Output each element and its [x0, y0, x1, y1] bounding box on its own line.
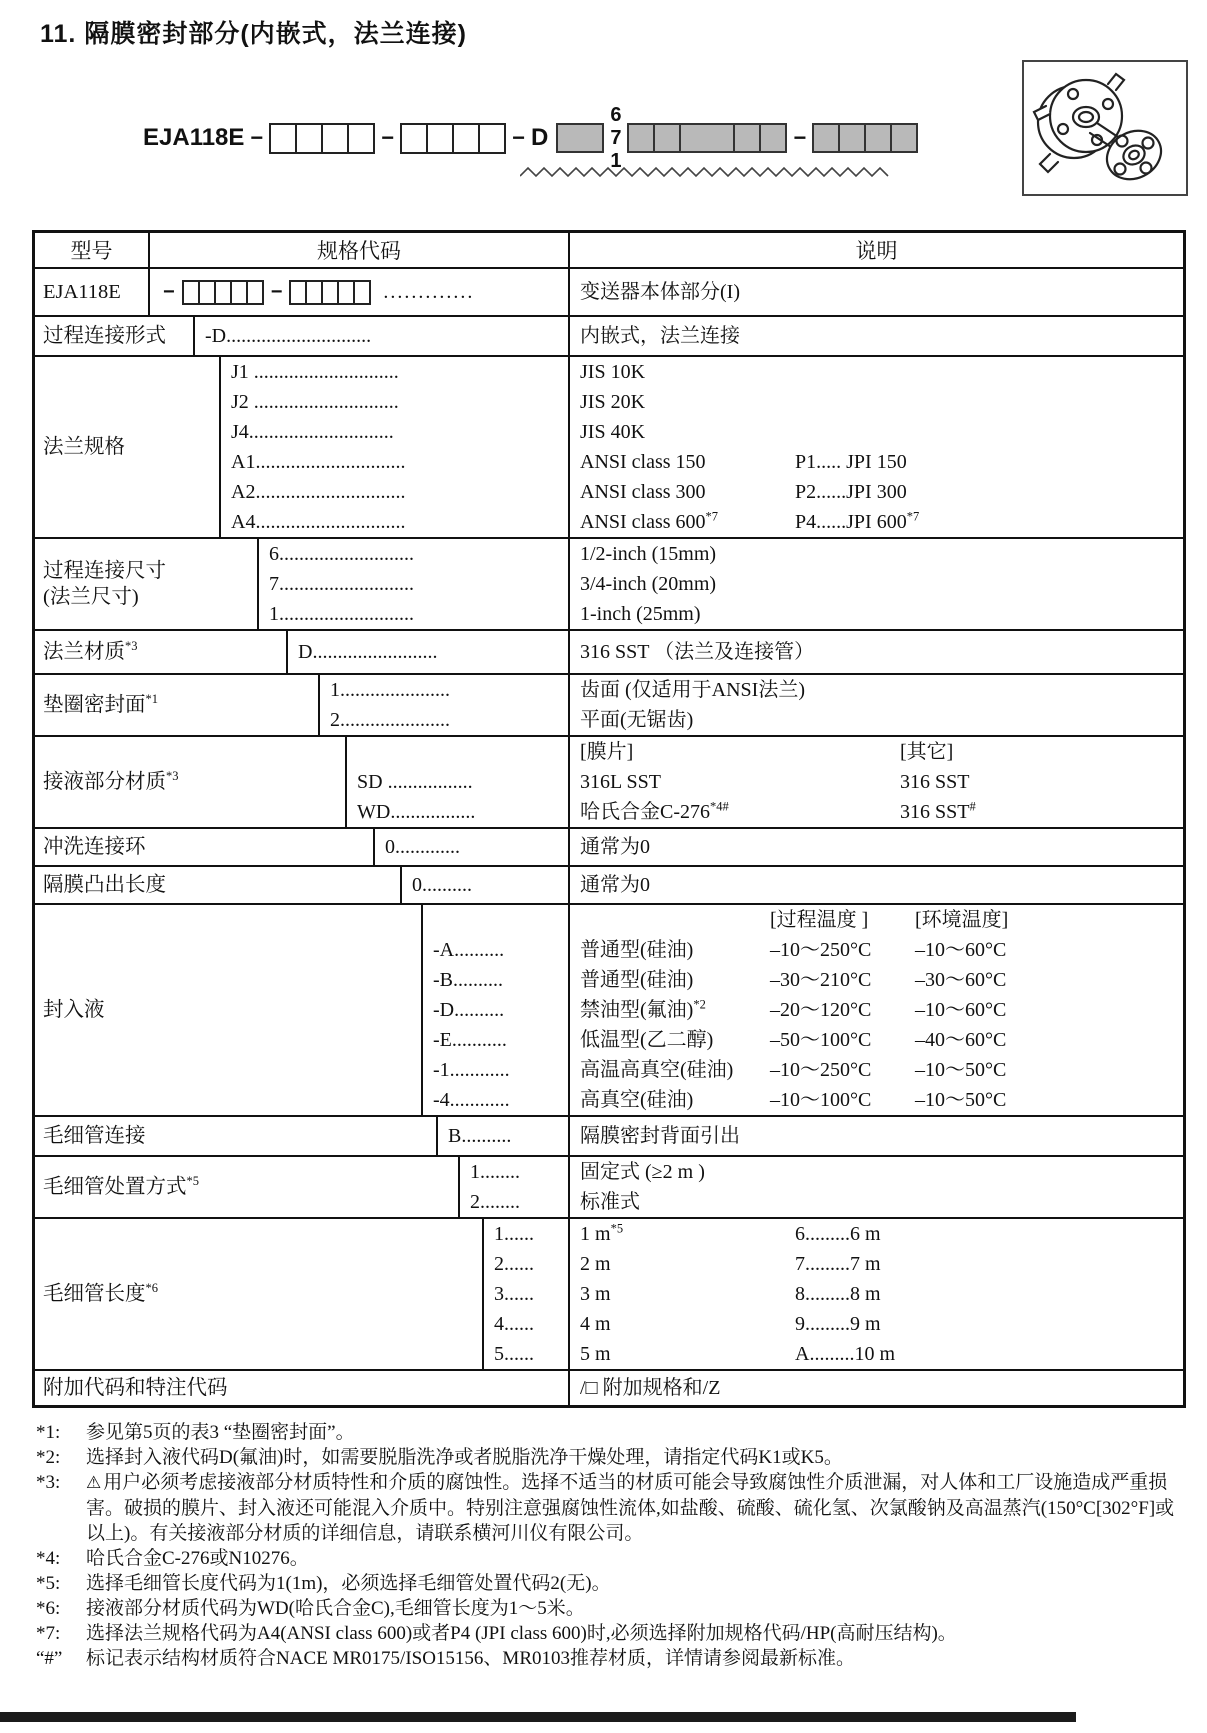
- footnote: [36, 1621, 1188, 1646]
- row-label-text: 毛细管长度$^{*6}$: [43, 1281, 158, 1305]
- desc-col: –10～250°C: [770, 939, 872, 961]
- code-line: 2......: [494, 1253, 534, 1275]
- model-code-prefix: EJA118E: [143, 124, 245, 151]
- row-label-text: 垫圈密封面$^{*1}$: [43, 692, 158, 716]
- footnote-text: 参见第5页的表3 “垫圈密封面”。: [86, 1422, 355, 1443]
- desc-col: 高真空(硅油): [580, 1089, 694, 1111]
- row-desc-cell: [568, 1157, 1183, 1217]
- model-code-diagram: [143, 104, 918, 172]
- footnote-text: 选择封入液代码D(氟油)时，如需要脱脂洗净或者脱脂洗净干燥处理，请指定代码K1或K5。: [86, 1447, 843, 1468]
- footnote: [36, 1546, 1188, 1571]
- row-label-text: 过程连接尺寸: [43, 560, 166, 582]
- footnote-label: “#”: [36, 1648, 63, 1669]
- desc-col: –10～100°C: [770, 1089, 872, 1111]
- wavy-line: [520, 165, 892, 179]
- row-label: [35, 269, 148, 315]
- desc-col: 高温高真空(硅油): [580, 1059, 734, 1081]
- desc-line: [570, 1249, 1183, 1279]
- row-code-cell: [421, 905, 568, 1115]
- code-line: 0..........: [412, 874, 472, 896]
- row-desc-cell: [568, 905, 1183, 1115]
- row-label: [35, 1117, 436, 1155]
- product-illustration: [1024, 62, 1182, 190]
- row-fill-fluid: [35, 903, 1183, 1115]
- code-line: J1 .............................: [231, 361, 399, 383]
- row-desc-cell: [568, 675, 1183, 735]
- code-line: -1............: [433, 1059, 510, 1081]
- row-label: [35, 1371, 568, 1405]
- footnote-label: *1:: [36, 1422, 61, 1443]
- dash: −: [793, 125, 807, 150]
- row-flange-rating: [35, 355, 1183, 537]
- spec-table: [32, 230, 1186, 1408]
- code-box: [246, 280, 264, 305]
- row-label: [35, 737, 345, 827]
- footnote-label: *2:: [36, 1447, 61, 1468]
- desc-line: [570, 905, 1183, 935]
- desc-col: P4......JPI 600$^{*7}$: [795, 509, 920, 533]
- row-code-cell: [193, 317, 568, 355]
- code-line: D.........................: [298, 641, 438, 663]
- leader-dots: .............: [383, 281, 475, 303]
- row-desc-cell: [568, 1371, 1183, 1405]
- row-code-cell: [219, 357, 568, 537]
- code-box-gray: [556, 123, 604, 153]
- footnote: [36, 1646, 1188, 1671]
- desc-col: P2......JPI 300: [795, 481, 907, 503]
- footnote-label: *7:: [36, 1623, 61, 1644]
- desc-col: [膜片]: [580, 741, 634, 763]
- gray-boxes-group-2: [812, 123, 918, 153]
- desc-line: [570, 737, 1183, 767]
- code-boxes-group: [182, 280, 264, 305]
- model-code-letter-d: D: [531, 124, 549, 151]
- row-code-cell: [436, 1117, 568, 1155]
- code-line: [150, 277, 568, 307]
- code-box: [426, 123, 454, 154]
- code-box: [478, 123, 506, 154]
- code-line: -D..........: [433, 999, 505, 1021]
- code-box-gray: [627, 123, 655, 153]
- row-label: [35, 675, 318, 735]
- dash: −: [250, 125, 264, 150]
- desc-col: 1 $m^{*5}$: [580, 1221, 624, 1245]
- code-line: -D.............................: [205, 325, 372, 347]
- row-desc-cell: [568, 1117, 1183, 1155]
- row-cap-length: [35, 1217, 1183, 1369]
- code-box: [452, 123, 480, 154]
- desc-col: –20～120°C: [770, 999, 872, 1021]
- code-line: 4......: [494, 1313, 534, 1335]
- desc-col: 316L SST: [580, 771, 661, 793]
- desc-line: 3/4-inch (20mm): [580, 573, 717, 595]
- code-line: 1......: [494, 1223, 534, 1245]
- desc-col: 8.........8 m: [795, 1283, 881, 1305]
- row-additional: [35, 1369, 1183, 1405]
- header-model: 型号: [70, 239, 113, 263]
- desc-col: 6.........6 m: [795, 1223, 881, 1245]
- code-line: -4............: [433, 1089, 510, 1111]
- row-wetted-material: [35, 735, 1183, 827]
- code-box: [321, 123, 349, 154]
- desc-col: –10～50°C: [915, 1059, 1007, 1081]
- desc-col: –10～60°C: [915, 939, 1007, 961]
- desc-line: [570, 965, 1183, 995]
- code-line: 6...........................: [269, 543, 414, 565]
- footnote-label: *3:: [36, 1472, 61, 1493]
- product-illustration-frame: [1022, 60, 1188, 196]
- desc-line: [570, 767, 1183, 797]
- code-boxes-group-2: [400, 123, 506, 154]
- desc-line: JIS 40K: [580, 421, 646, 443]
- dash: −: [381, 125, 395, 150]
- code-line: 2......................: [330, 709, 450, 731]
- row-label-text: 隔膜凸出长度: [43, 874, 166, 896]
- dash: −: [163, 281, 175, 303]
- footnote-text: ⚠ 用户必须考虑接液部分材质特性和介质的腐蚀性。选择不适当的材质可能会导致腐蚀性介质泄漏，对人体和工厂设施造成严重损害。破损的膜片、封入液还可能混入介质中。特别注意强腐蚀性流体,如盐酸、硫酸、硫化氢、次氯酸钠及高温蒸汽(150°C[302°F]或以上)。有关接液部分材质的详细信息，请联系横河川仪有限公司。: [86, 1472, 1175, 1544]
- desc-line: 固定式 (≥2 m ): [580, 1161, 705, 1183]
- desc-col: –10～50°C: [915, 1089, 1007, 1111]
- code-line: [423, 905, 568, 935]
- desc-col: 9.........9 m: [795, 1313, 881, 1335]
- desc-line: 通常为0: [580, 836, 650, 858]
- row-gasket-face: [35, 673, 1183, 735]
- desc-line: [570, 1279, 1183, 1309]
- row-label: [35, 905, 421, 1115]
- footnote: [36, 1445, 1188, 1470]
- desc-line: [570, 507, 1183, 537]
- row-proc-connection: [35, 315, 1183, 355]
- row-label-text2: (法兰尺寸): [43, 586, 139, 608]
- code-line: 7...........................: [269, 573, 414, 595]
- footnote: [36, 1596, 1188, 1621]
- row-code-cell: [345, 737, 568, 827]
- spec-table-header: [35, 233, 1183, 269]
- desc-line: JIS 10K: [580, 361, 646, 383]
- row-code-cell: [318, 675, 568, 735]
- row-flange-material: [35, 629, 1183, 673]
- code-box-gray: [890, 123, 918, 153]
- desc-line: 1/2-inch (15mm): [580, 543, 717, 565]
- desc-col: ANSI class 300: [580, 481, 706, 503]
- desc-col: 316 SST: [900, 771, 970, 793]
- code-line: 1........: [470, 1161, 520, 1183]
- row-label-text: 法兰材质$^{*3}$: [43, 639, 138, 663]
- row-label: [35, 539, 257, 629]
- footnote-text: 选择法兰规格代码为A4(ANSI class 600)或者P4 (JPI class 600)时,必须选择附加规格代码/HP(高耐压结构)。: [86, 1623, 957, 1644]
- code-line: -E...........: [433, 1029, 507, 1051]
- header-description: 说明: [568, 233, 1183, 267]
- desc-col: 禁油型(氟油)$^{*2}$: [580, 997, 706, 1021]
- desc-line: 变送器本体部分(I): [580, 281, 740, 303]
- desc-col: 3 m: [580, 1283, 611, 1305]
- row-flush-ring: [35, 827, 1183, 865]
- desc-line: /□ 附加规格和/Z: [580, 1377, 721, 1399]
- flange-size-stack: [610, 104, 621, 173]
- row-label-text: EJA118E: [43, 281, 121, 303]
- desc-col: 2 m: [580, 1253, 611, 1275]
- row-code-cell: [482, 1219, 568, 1369]
- footnote: [36, 1571, 1188, 1596]
- desc-line: [570, 1025, 1183, 1055]
- stack-digit: 7: [610, 126, 622, 149]
- row-code-cell: [148, 269, 568, 315]
- code-box-gray: [759, 123, 787, 153]
- desc-col: –30～210°C: [770, 969, 872, 991]
- row-label: [35, 317, 193, 355]
- gray-boxes-group-1: [627, 123, 787, 153]
- code-line: WD.................: [357, 801, 476, 823]
- row-model: [35, 269, 1183, 315]
- code-line: 1......................: [330, 679, 450, 701]
- desc-line: 1-inch (25mm): [580, 603, 701, 625]
- desc-col: P1..... JPI 150: [795, 451, 907, 473]
- desc-line: [570, 797, 1183, 827]
- desc-col: A.........10 m: [795, 1343, 895, 1365]
- desc-line: 316 SST （法兰及连接管）: [580, 641, 815, 663]
- code-line: A2..............................: [231, 481, 406, 503]
- row-desc-cell: [568, 357, 1183, 537]
- desc-col: 普通型(硅油): [580, 969, 694, 991]
- notes-list: [36, 1420, 1188, 1671]
- code-box: [269, 123, 297, 154]
- code-line: A1..............................: [231, 451, 406, 473]
- gray-box-single: [556, 123, 604, 153]
- code-line: J4.............................: [231, 421, 394, 443]
- desc-col: 5 m: [580, 1343, 611, 1365]
- desc-line: [570, 447, 1183, 477]
- desc-line: 隔膜密封背面引出: [580, 1125, 740, 1147]
- desc-col: 316 SST#: [900, 799, 976, 823]
- row-desc-cell: [568, 829, 1183, 865]
- row-diaphragm-extension: [35, 865, 1183, 903]
- row-cap-connection: [35, 1115, 1183, 1155]
- desc-col: [其它]: [900, 741, 954, 763]
- desc-line: 齿面 (仅适用于ANSI法兰): [580, 679, 805, 701]
- desc-col: –10～250°C: [770, 1059, 872, 1081]
- desc-col: 低温型(乙二醇): [580, 1029, 714, 1051]
- desc-line: 标准式: [580, 1191, 640, 1213]
- row-label-text: 毛细管连接: [43, 1125, 146, 1147]
- footnote: [36, 1470, 1188, 1546]
- desc-col: 普通型(硅油): [580, 939, 694, 961]
- header-spec-code: 规格代码: [148, 233, 568, 267]
- row-cap-treatment: [35, 1155, 1183, 1217]
- code-line: 1...........................: [269, 603, 414, 625]
- desc-col: 7.........7 m: [795, 1253, 881, 1275]
- row-label: [35, 867, 400, 903]
- desc-line: 通常为0: [580, 874, 650, 896]
- code-box: [353, 280, 371, 305]
- code-line: -A..........: [433, 939, 505, 961]
- stack-digit: 6: [610, 103, 622, 126]
- desc-line: [570, 477, 1183, 507]
- code-line: 2........: [470, 1191, 520, 1213]
- row-label: [35, 1157, 458, 1217]
- row-label-text: 毛细管处置方式$^{*5}$: [43, 1174, 199, 1198]
- desc-line: 平面(无锯齿): [580, 709, 694, 731]
- desc-col: [过程温度 ]: [770, 909, 869, 931]
- desc-col: –40～60°C: [915, 1029, 1007, 1051]
- desc-line: JIS 20K: [580, 391, 646, 413]
- row-desc-cell: [568, 1219, 1183, 1369]
- desc-line: [570, 1339, 1183, 1369]
- row-desc-cell: [568, 269, 1183, 315]
- code-line: J2 .............................: [231, 391, 399, 413]
- desc-line: [570, 995, 1183, 1025]
- row-code-cell: [373, 829, 568, 865]
- warning-icon: ⚠: [86, 1473, 102, 1493]
- row-code-cell: [257, 539, 568, 629]
- code-line: -B..........: [433, 969, 503, 991]
- desc-col: –10～60°C: [915, 999, 1007, 1021]
- row-desc-cell: [568, 317, 1183, 355]
- desc-col: 4 m: [580, 1313, 611, 1335]
- desc-col: –30～60°C: [915, 969, 1007, 991]
- row-label-text: 法兰规格: [43, 436, 125, 458]
- footnote-text: 选择毛细管长度代码为1(1m)，必须选择毛细管处置代码2(无)。: [86, 1573, 611, 1594]
- desc-col: –50～100°C: [770, 1029, 872, 1051]
- code-box: [295, 123, 323, 154]
- desc-line: [570, 935, 1183, 965]
- row-label: [35, 357, 219, 537]
- row-desc-cell: [568, 631, 1183, 673]
- code-box-gray: [733, 123, 761, 153]
- row-desc-cell: [568, 539, 1183, 629]
- row-label-text: 接液部分材质$^{*3}$: [43, 769, 179, 793]
- code-line: SD .................: [357, 771, 473, 793]
- code-line: 3......: [494, 1283, 534, 1305]
- desc-line: [570, 1309, 1183, 1339]
- row-conn-size: [35, 537, 1183, 629]
- row-code-cell: [458, 1157, 568, 1217]
- stack-digit: 1: [610, 149, 622, 172]
- code-boxes-group-1: [269, 123, 375, 154]
- code-line: A4..............................: [231, 511, 406, 533]
- code-line: 5......: [494, 1343, 534, 1365]
- row-label-text: 过程连接形式: [43, 325, 166, 347]
- desc-col: [环境温度]: [915, 909, 1009, 931]
- code-box-gray: [653, 123, 681, 153]
- row-label: [35, 1219, 482, 1369]
- row-label-text: 冲洗连接环: [43, 836, 146, 858]
- code-box: [400, 123, 428, 154]
- desc-line: [570, 1055, 1183, 1085]
- code-line: 0.............: [385, 836, 460, 858]
- desc-line: 内嵌式，法兰连接: [580, 325, 740, 347]
- code-box-gray: [812, 123, 840, 153]
- footnote-label: *5:: [36, 1573, 61, 1594]
- footer-bar: [0, 1712, 1076, 1722]
- code-box: [347, 123, 375, 154]
- code-line: B..........: [448, 1125, 512, 1147]
- desc-col: 哈氏合金$C-276^{*4\#}$: [580, 799, 729, 823]
- footnote-text: 哈氏合金C-276或N10276。: [86, 1548, 309, 1569]
- row-desc-cell: [568, 867, 1183, 903]
- desc-col: ANSI class 150: [580, 451, 706, 473]
- desc-col: ANSI class 600$^{*7}$: [580, 509, 719, 533]
- code-boxes-group: [289, 280, 371, 305]
- footnote: [36, 1420, 1188, 1445]
- footnote-label: *4:: [36, 1548, 61, 1569]
- code-box-gray: [679, 123, 735, 153]
- dash: −: [270, 281, 283, 303]
- row-label: [35, 829, 373, 865]
- footnote-text: 标记表示结构材质符合NACE MR0175/ISO15156、MR0103推荐材质，详情请参阅最新标准。: [86, 1648, 856, 1669]
- code-line: [347, 737, 568, 767]
- row-label-text: 封入液: [43, 999, 105, 1021]
- row-code-cell: [400, 867, 568, 903]
- spec-table-body: [35, 269, 1183, 1405]
- row-desc-cell: [568, 737, 1183, 827]
- page-title: 11. 隔膜密封部分(内嵌式，法兰连接): [40, 20, 467, 48]
- row-code-cell: [286, 631, 568, 673]
- dash: −: [512, 125, 525, 150]
- desc-line: [570, 1085, 1183, 1115]
- desc-line: [570, 1219, 1183, 1249]
- row-label: [35, 631, 286, 673]
- footnote-text: 接液部分材质代码为WD(哈氏合金C),毛细管长度为1～5米。: [86, 1598, 585, 1619]
- row-label-text: 附加代码和特注代码: [43, 1377, 228, 1399]
- code-box-gray: [838, 123, 866, 153]
- code-box-gray: [864, 123, 892, 153]
- footnote-label: *6:: [36, 1598, 61, 1619]
